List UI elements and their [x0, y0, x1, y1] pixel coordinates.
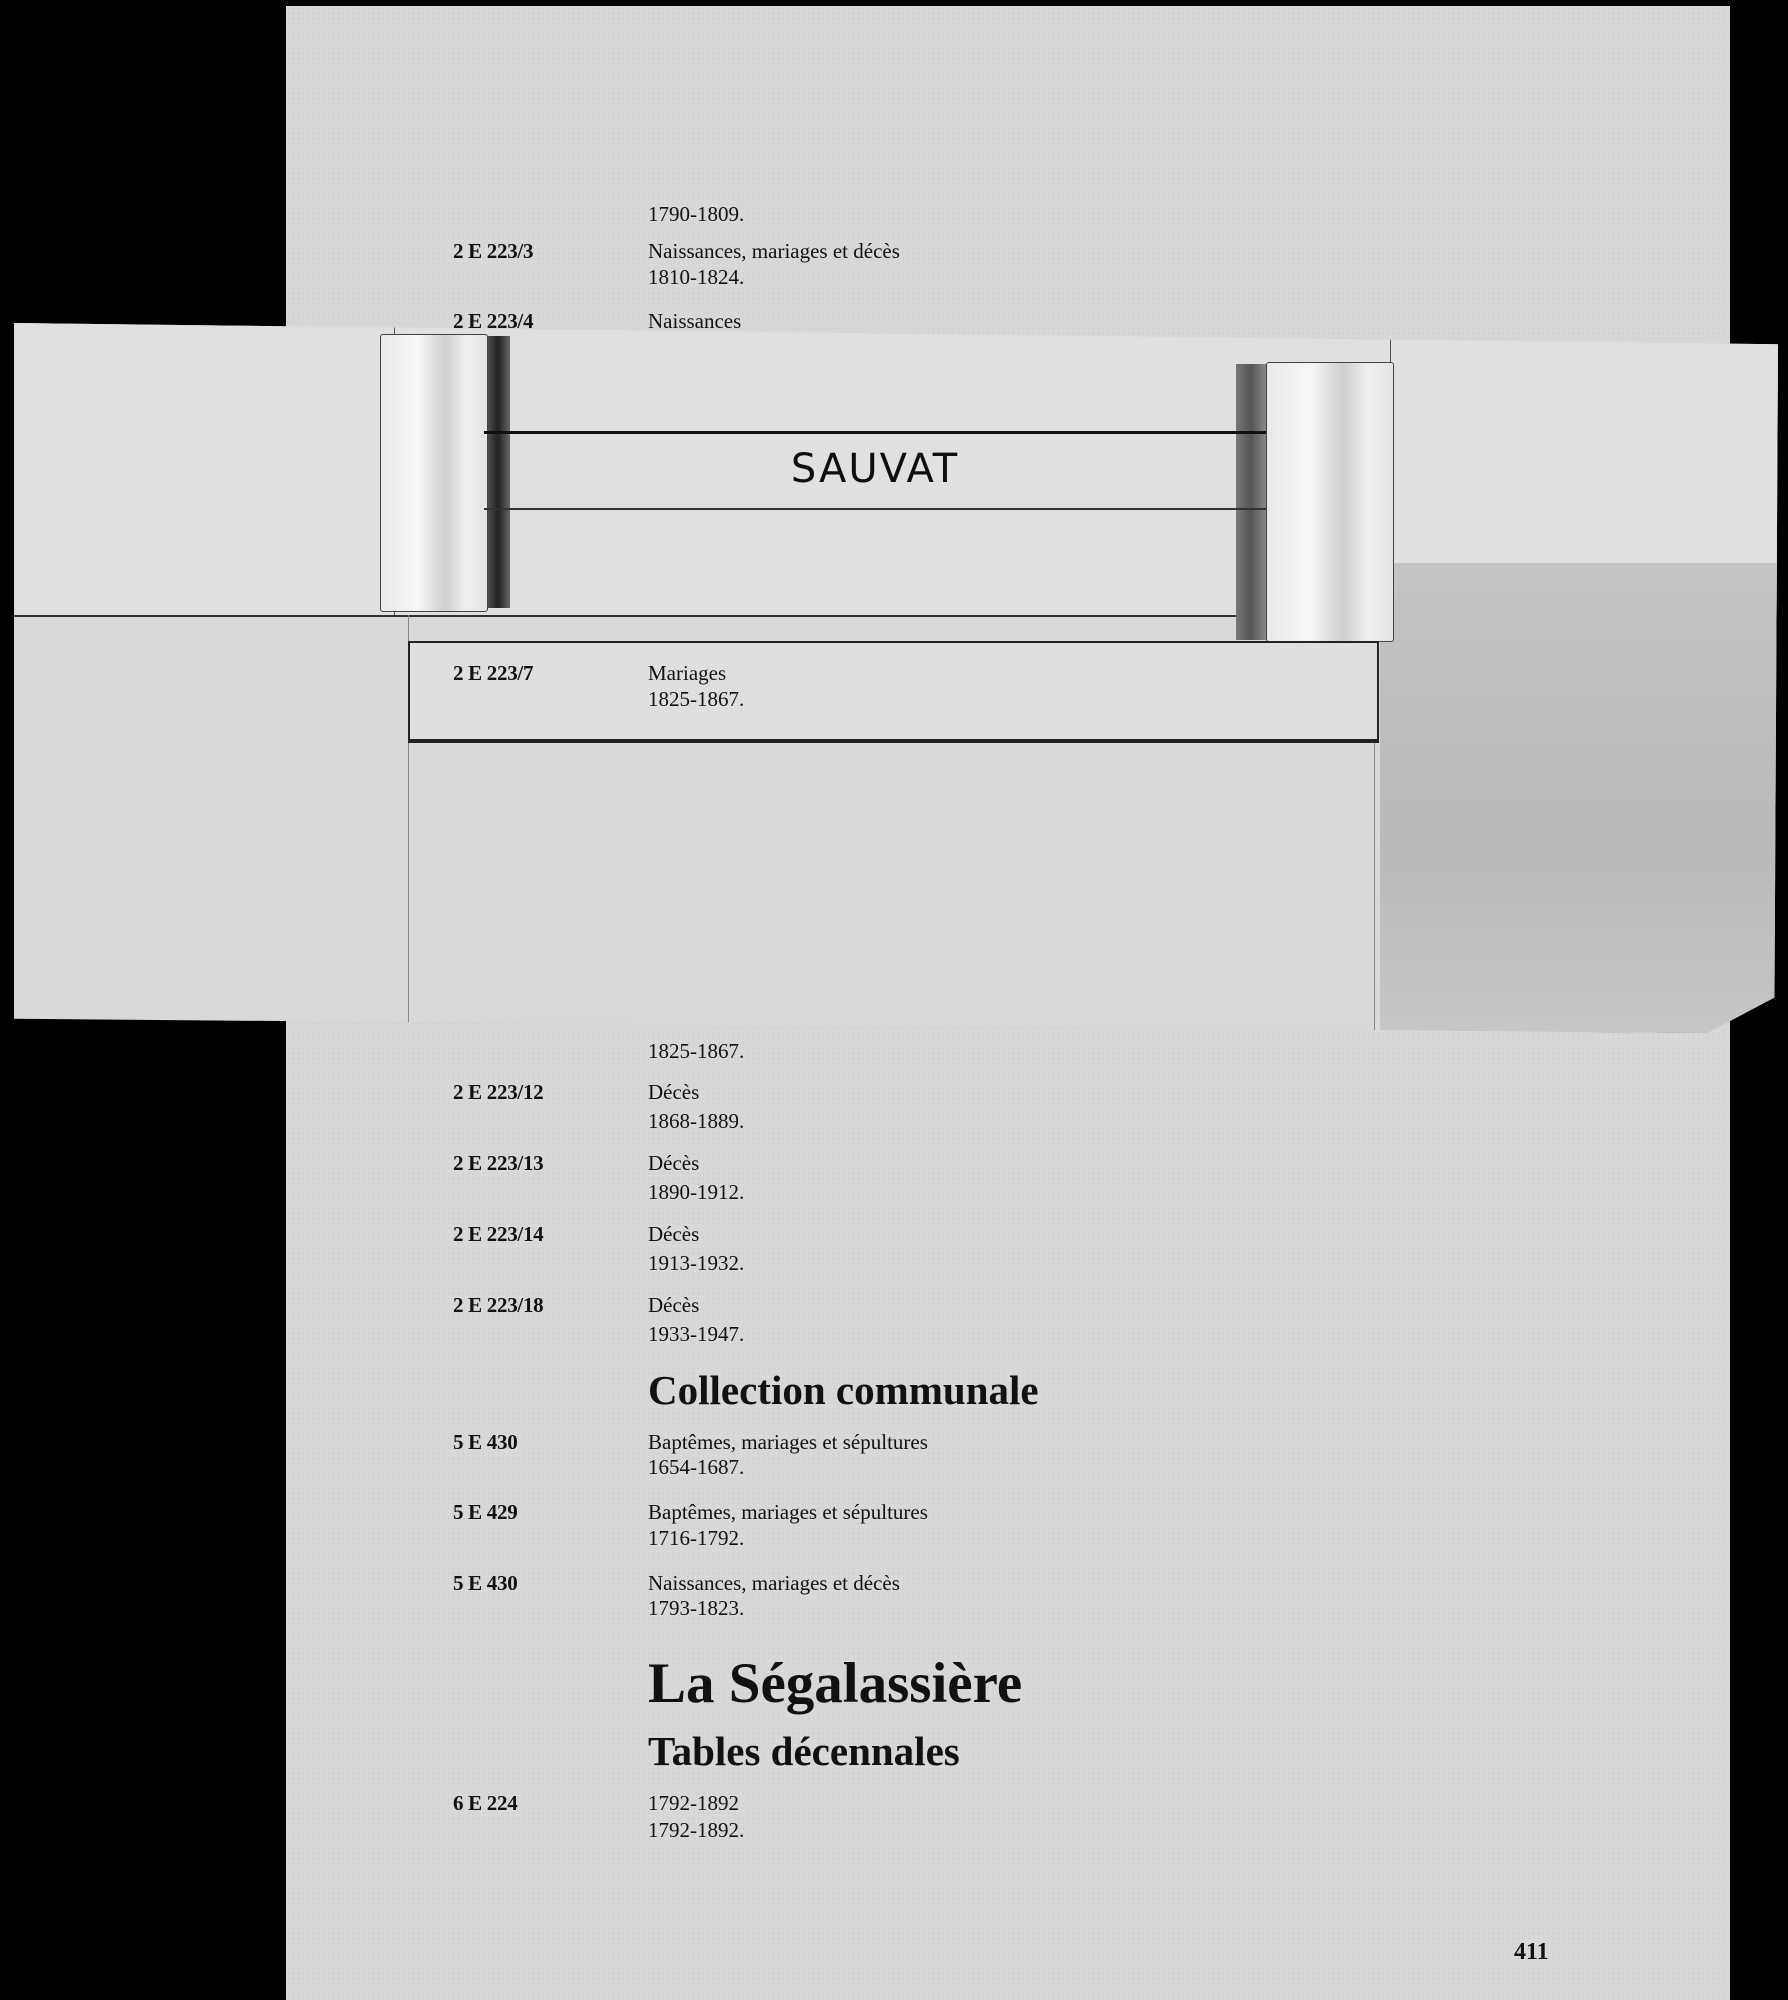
entry-code: 2 E 223/13 [453, 1151, 544, 1175]
entry-dates: 1793-1823. [648, 1596, 745, 1620]
entry-dates: 1868-1889. [648, 1109, 745, 1133]
entry-dates: 1792-1892. [648, 1818, 745, 1842]
entry-dates: 1933-1947. [648, 1322, 745, 1346]
section-heading: Collection communale [648, 1367, 1039, 1413]
entry-title: Naissances, mariages et décès [648, 239, 900, 263]
entry-title: Décès [648, 1080, 700, 1104]
entry-code: 5 E 430 [453, 1571, 518, 1595]
entry-dates: 1654-1687. [648, 1455, 745, 1479]
entry-code: 5 E 429 [453, 1500, 518, 1524]
entry-dates: 1825-1867. [648, 687, 745, 711]
entry-dates: 1716-1792. [648, 1526, 745, 1550]
entry-title: Décès [648, 1151, 700, 1175]
entry-code: 5 E 430 [453, 1430, 518, 1454]
entry-title: Naissances, mariages et décès [648, 1571, 900, 1595]
entry-code: 6 E 224 [453, 1791, 518, 1815]
entry-dates: 1810-1824. [648, 265, 745, 289]
entry-dates: 1825-1867. [648, 1039, 745, 1063]
entry-title: Baptêmes, mariages et sépultures [648, 1430, 928, 1454]
overlay-shaded-area [1380, 563, 1778, 1033]
entry-code: 2 E 223/14 [453, 1222, 544, 1246]
entry-dates: 1790-1809. [648, 202, 745, 226]
entry-title: Naissances [648, 309, 742, 333]
page-number: 411 [1514, 1939, 1549, 1965]
entry-title: Mariages [648, 661, 727, 685]
commune-title: La Ségalassière [648, 1652, 1023, 1715]
entry-dates: 1913-1932. [648, 1251, 745, 1275]
entry-title: Décès [648, 1222, 700, 1246]
entry-code: 2 E 223/3 [453, 239, 534, 263]
visible-entry-box [408, 641, 1379, 743]
entry-title: 1792-1892 [648, 1791, 739, 1815]
name-label-area [484, 431, 1266, 510]
tape-clip-left [380, 334, 488, 612]
entry-code: 2 E 223/4 [453, 309, 534, 333]
entry-code: 2 E 223/7 [453, 661, 534, 685]
tape-clip-right [1266, 362, 1394, 642]
entry-code: 2 E 223/12 [453, 1080, 544, 1104]
entry-code: 2 E 223/18 [453, 1293, 544, 1317]
entry-title: Décès [648, 1293, 700, 1317]
entry-dates: 1890-1912. [648, 1180, 745, 1204]
section-heading: Tables décennales [648, 1728, 960, 1774]
handwritten-name: SAUVAT [790, 446, 960, 492]
entry-title: Baptêmes, mariages et sépultures [648, 1500, 928, 1524]
